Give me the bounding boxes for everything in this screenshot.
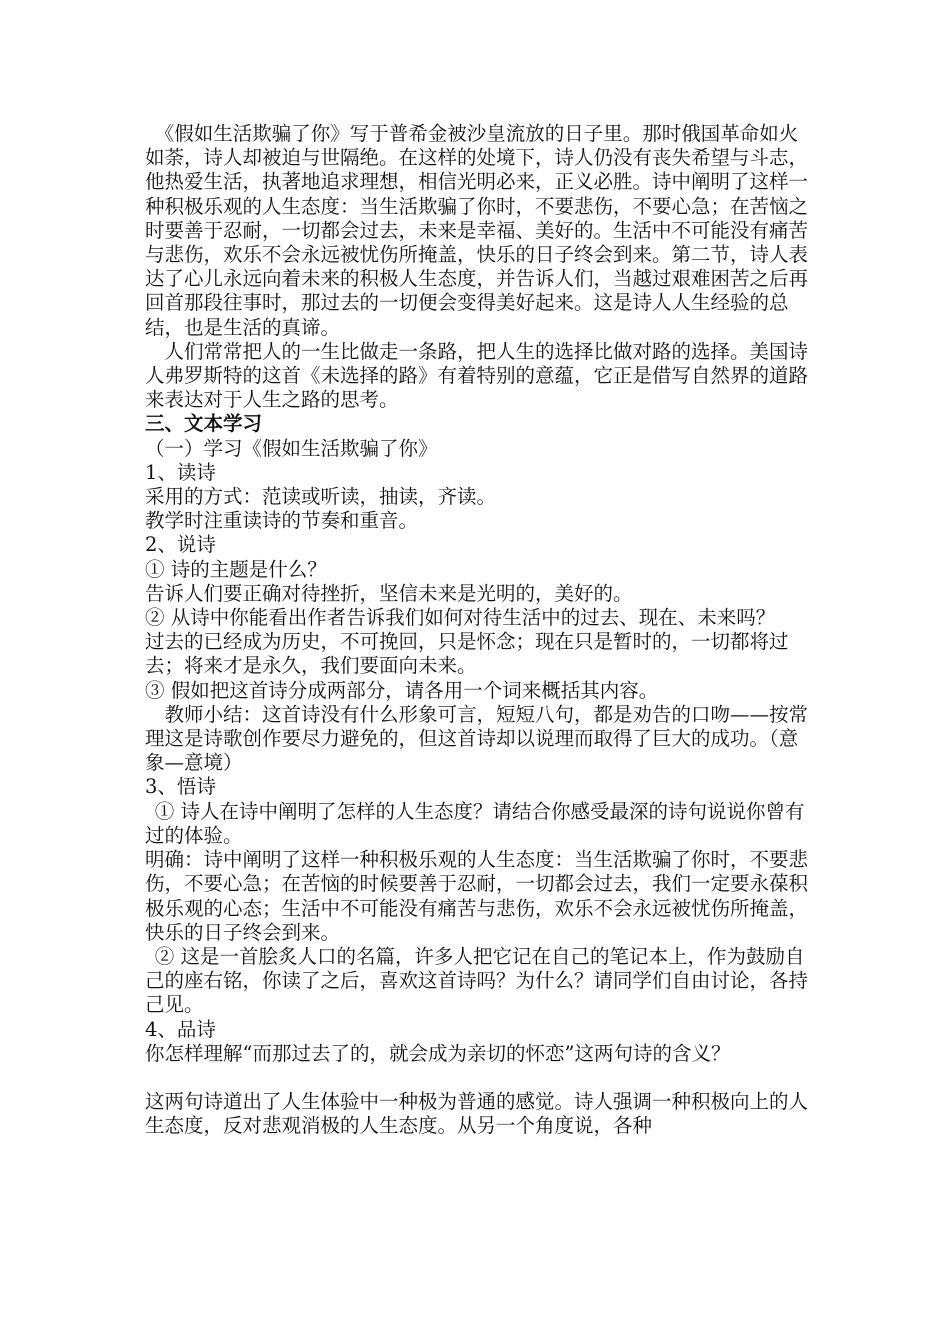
step-heading-read: 1、读诗 bbox=[145, 460, 216, 484]
step-heading-talk: 2、说诗 bbox=[145, 533, 216, 557]
question-appreciate: 你怎样理解“而那过去了的，就会成为亲切的怀恋”这两句诗的含义？ bbox=[145, 1041, 731, 1065]
answer-understand-1: 明确：诗中阐明了这样一种积极乐观的人生态度：当生活欺骗了你时，不要悲伤，不要心急；在苦恼的时候要善于忍耐，一切都会过去，我们一定要永葆积极乐观的心态；生活中不可能没有痛苦与悲伤，欢乐不会永远被忧伤所掩盖，快乐的日子终会到来。 bbox=[145, 848, 809, 944]
answer-1: 告诉人们要正确对待挫折，坚信未来是光明的，美好的。 bbox=[145, 581, 633, 605]
paragraph-background: 《假如生活欺骗了你》写于普希金被沙皇流放的日子里。那时俄国革命如火如荼，诗人却被迫与世隔绝。在这样的处境下，诗人仍没有丧失希望与斗志，他热爱生活，执著地追求理想，相信光明必来，正义必胜。诗中阐明了这样一种积极乐观的人生态度：当生活欺骗了你时，不要悲伤，不要心急；在苦恼之时要善于忍耐，一切都会过去，未来是幸福、美好的。生活中不可能没有痛苦与悲伤，欢乐不会永远被忧伤所掩盖，快乐的日子终会到来。第二节，诗人表达了心儿永远向着未来的积极人生态度，并告诉人们，当越过艰难困苦之后再回首那段往事时，那过去的一切便会变得美好起来。这是诗人人生经验的总结，也是生活的真谛。 bbox=[145, 122, 809, 339]
step-heading-understand: 3、悟诗 bbox=[145, 775, 216, 799]
paragraph-read-method: 采用的方式：范读或听读，抽读，齐读。 bbox=[145, 485, 497, 509]
step-heading-appreciate: 4、品诗 bbox=[145, 1017, 216, 1041]
document-body bbox=[145, 122, 815, 1139]
question-understand-2: ② 这是一首脍炙人口的名篇，许多人把它记在自己的笔记本上，作为鼓励自己的座右铭，你读了之后，喜欢这首诗吗？为什么？请同学们自由讨论，各持己见。 bbox=[145, 944, 809, 1017]
subsection-heading: （一）学习《假如生活欺骗了你》 bbox=[145, 436, 438, 460]
answer-appreciate: 这两句诗道出了人生体验中一种极为普通的感觉。诗人强调一种积极向上的人生态度，反对悲观消极的人生态度。从另一个角度说，各种 bbox=[145, 1090, 809, 1138]
question-1: ① 诗的主题是什么？ bbox=[145, 557, 327, 581]
section-heading: 三、文本学习 bbox=[145, 412, 263, 436]
paragraph-road-metaphor: 人们常常把人的一生比做走一条路，把人生的选择比做对路的选择。美国诗人弗罗斯特的这首《未选择的路》有着特别的意蕴，它正是借写自然界的道路来表达对于人生之路的思考。 bbox=[145, 339, 809, 412]
question-2: ② 从诗中你能看出作者告诉我们如何对待生活中的过去、现在、未来吗？ bbox=[145, 606, 776, 630]
question-understand-1: ① 诗人在诗中阐明了怎样的人生态度？请结合你感受最深的诗句说说你曾有过的体验。 bbox=[145, 799, 805, 847]
question-3: ③ 假如把这首诗分成两部分，请各用一个词来概括其内容。 bbox=[145, 678, 659, 702]
blank-line bbox=[145, 1066, 815, 1090]
teacher-summary: 教师小结：这首诗没有什么形象可言，短短八句，都是劝告的口吻——按常理这是诗歌创作要尽力避免的，但这首诗却以说理而取得了巨大的成功。（意象—意境） bbox=[145, 702, 809, 775]
paragraph-read-note: 教学时注重读诗的节奏和重音。 bbox=[145, 509, 419, 533]
answer-2: 过去的已经成为历史，不可挽回，只是怀念；现在只是暂时的，一切都将过去；将来才是永久，我们要面向未来。 bbox=[145, 630, 789, 678]
